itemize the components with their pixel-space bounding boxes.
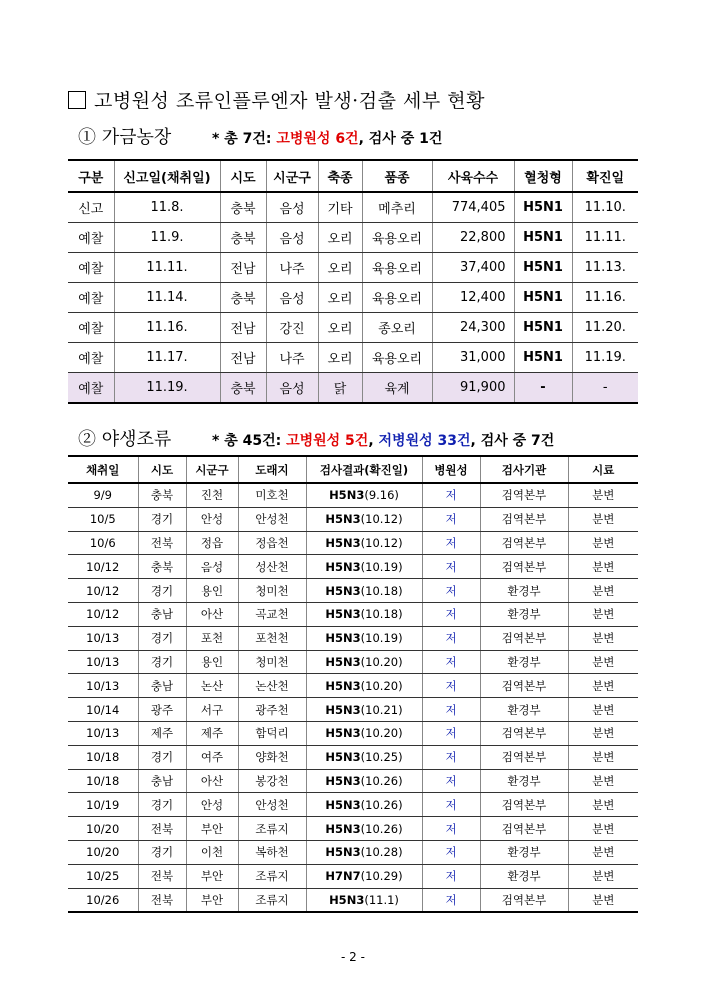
table-cell: 10/20 bbox=[68, 817, 138, 841]
table-cell: 10/25 bbox=[68, 864, 138, 888]
table-row bbox=[68, 531, 638, 555]
table-cell: 11.20. bbox=[572, 313, 638, 343]
table-cell: 10/5 bbox=[68, 507, 138, 531]
table-cell: 복하천 bbox=[238, 840, 306, 864]
column-header: 채취일 bbox=[68, 456, 138, 483]
table-cell: 환경부 bbox=[480, 864, 568, 888]
poultry-farm-table bbox=[68, 159, 638, 404]
table-cell: 부안 bbox=[186, 817, 238, 841]
table-cell: 전남 bbox=[220, 343, 266, 373]
table-cell: 제주 bbox=[138, 721, 186, 745]
pathogenicity-cell: 저 bbox=[422, 483, 480, 507]
table-cell: 육계 bbox=[362, 373, 432, 404]
table-cell: 나주 bbox=[266, 343, 318, 373]
table-cell: 충북 bbox=[220, 283, 266, 313]
table-cell: 봉강천 bbox=[238, 769, 306, 793]
virus-subtype: H5N3 bbox=[325, 702, 361, 717]
table-cell: 분변 bbox=[568, 793, 638, 817]
table-row bbox=[68, 192, 638, 223]
confirm-date: (11.1) bbox=[364, 892, 399, 907]
table-cell: 분변 bbox=[568, 769, 638, 793]
table-cell: 정읍 bbox=[186, 531, 238, 555]
table-cell: 조류지 bbox=[238, 888, 306, 912]
table-row bbox=[68, 817, 638, 841]
table-cell: 오리 bbox=[318, 283, 362, 313]
table-row bbox=[68, 373, 638, 404]
confirm-date: (10.29) bbox=[360, 869, 403, 884]
table-cell: 11.16. bbox=[114, 313, 220, 343]
table-cell: 검역본부 bbox=[480, 674, 568, 698]
table-cell: 검역본부 bbox=[480, 721, 568, 745]
column-header: 신고일(채취일) bbox=[114, 160, 220, 192]
table-cell: 메추리 bbox=[362, 192, 432, 223]
table-cell: 분변 bbox=[568, 626, 638, 650]
pathogenicity-cell: 저 bbox=[422, 769, 480, 793]
section1-note: * 총 7건: 고병원성 6건, 검사 중 1건 bbox=[212, 131, 443, 147]
pathogenicity-cell: 저 bbox=[422, 507, 480, 531]
confirm-date: (10.26) bbox=[360, 773, 403, 788]
pathogenicity-cell: 저 bbox=[422, 650, 480, 674]
table-cell: 경기 bbox=[138, 507, 186, 531]
table-cell: H5N1 bbox=[514, 192, 572, 223]
test-result-cell bbox=[306, 507, 422, 531]
test-result-cell bbox=[306, 840, 422, 864]
table-row bbox=[68, 721, 638, 745]
table-row bbox=[68, 769, 638, 793]
table-cell: - bbox=[572, 373, 638, 404]
table-cell: 분변 bbox=[568, 745, 638, 769]
table-cell: 청미천 bbox=[238, 650, 306, 674]
table-cell: 11.11. bbox=[114, 253, 220, 283]
table-cell: 논산천 bbox=[238, 674, 306, 698]
table-cell: 나주 bbox=[266, 253, 318, 283]
test-result-cell bbox=[306, 721, 422, 745]
section1-heading: ① 가금농장 bbox=[78, 127, 172, 148]
table-row bbox=[68, 555, 638, 579]
table-cell: 여주 bbox=[186, 745, 238, 769]
table-cell: 예찰 bbox=[68, 343, 114, 373]
table-cell: 환경부 bbox=[480, 769, 568, 793]
table-cell: 포천천 bbox=[238, 626, 306, 650]
table-cell: 분변 bbox=[568, 864, 638, 888]
column-header: 검사결과(확진일) bbox=[306, 456, 422, 483]
table-cell: 10/20 bbox=[68, 840, 138, 864]
table-cell: 10/13 bbox=[68, 674, 138, 698]
table-cell: 10/18 bbox=[68, 745, 138, 769]
confirm-date: (10.25) bbox=[360, 750, 403, 765]
table-cell: H5N1 bbox=[514, 223, 572, 253]
table-cell: 곡교천 bbox=[238, 602, 306, 626]
table-cell: 검역본부 bbox=[480, 817, 568, 841]
test-result-cell bbox=[306, 579, 422, 603]
table-cell: 분변 bbox=[568, 579, 638, 603]
column-header: 품종 bbox=[362, 160, 432, 192]
virus-subtype: H5N3 bbox=[325, 726, 361, 741]
column-header: 시군구 bbox=[186, 456, 238, 483]
table-cell: 분변 bbox=[568, 698, 638, 722]
virus-subtype: H5N3 bbox=[325, 678, 361, 693]
test-result-cell bbox=[306, 698, 422, 722]
table-cell: 분변 bbox=[568, 721, 638, 745]
table-cell: 11.19. bbox=[114, 373, 220, 404]
table-cell: 10/13 bbox=[68, 721, 138, 745]
table-cell: 분변 bbox=[568, 507, 638, 531]
table-cell: 예찰 bbox=[68, 253, 114, 283]
table-cell: 육용오리 bbox=[362, 223, 432, 253]
column-header: 시료 bbox=[568, 456, 638, 483]
table-cell: 10/18 bbox=[68, 769, 138, 793]
table-cell: 10/12 bbox=[68, 579, 138, 603]
table-cell: 미호천 bbox=[238, 483, 306, 507]
virus-subtype: H5N3 bbox=[325, 654, 361, 669]
table-cell: 경기 bbox=[138, 793, 186, 817]
table-row bbox=[68, 223, 638, 253]
test-result-cell bbox=[306, 864, 422, 888]
table-cell: 경기 bbox=[138, 840, 186, 864]
table-cell: 논산 bbox=[186, 674, 238, 698]
virus-subtype: H5N3 bbox=[325, 559, 361, 574]
table-cell: 부안 bbox=[186, 888, 238, 912]
table-row bbox=[68, 602, 638, 626]
table-cell: 분변 bbox=[568, 555, 638, 579]
table-cell: H5N1 bbox=[514, 313, 572, 343]
confirm-date: (10.20) bbox=[360, 654, 403, 669]
table-row bbox=[68, 626, 638, 650]
pathogenicity-cell: 저 bbox=[422, 555, 480, 579]
table-row bbox=[68, 507, 638, 531]
table-cell: 부안 bbox=[186, 864, 238, 888]
test-result-cell bbox=[306, 555, 422, 579]
column-header: 사육수수 bbox=[432, 160, 514, 192]
table-cell: 검역본부 bbox=[480, 793, 568, 817]
virus-subtype: H5N3 bbox=[325, 797, 361, 812]
virus-subtype: H5N3 bbox=[329, 892, 365, 907]
table-row bbox=[68, 698, 638, 722]
table-cell: 24,300 bbox=[432, 313, 514, 343]
table-cell: 충북 bbox=[138, 555, 186, 579]
table-cell: 전남 bbox=[220, 313, 266, 343]
table-cell: 11.8. bbox=[114, 192, 220, 223]
table-cell: 전북 bbox=[138, 531, 186, 555]
table-cell: 774,405 bbox=[432, 192, 514, 223]
table-cell: 오리 bbox=[318, 253, 362, 283]
table-cell: 9/9 bbox=[68, 483, 138, 507]
table-cell: 조류지 bbox=[238, 817, 306, 841]
confirm-date: (10.26) bbox=[360, 797, 403, 812]
pathogenicity-cell: 저 bbox=[422, 817, 480, 841]
section2-heading: ② 야생조류 bbox=[78, 429, 172, 450]
table-cell: 안성 bbox=[186, 507, 238, 531]
pathogenicity-cell: 저 bbox=[422, 888, 480, 912]
table-row bbox=[68, 579, 638, 603]
virus-subtype: H5N3 bbox=[325, 845, 361, 860]
confirm-date: (10.28) bbox=[360, 845, 403, 860]
table-cell: 10/26 bbox=[68, 888, 138, 912]
confirm-date: (10.18) bbox=[360, 583, 403, 598]
table-cell: 환경부 bbox=[480, 579, 568, 603]
pathogenicity-cell: 저 bbox=[422, 745, 480, 769]
confirm-date: (10.19) bbox=[360, 631, 403, 646]
table-cell: 용인 bbox=[186, 650, 238, 674]
table-cell: 37,400 bbox=[432, 253, 514, 283]
table-row bbox=[68, 313, 638, 343]
table-cell: 포천 bbox=[186, 626, 238, 650]
table-cell: 안성 bbox=[186, 793, 238, 817]
table-cell: 종오리 bbox=[362, 313, 432, 343]
column-header: 구분 bbox=[68, 160, 114, 192]
column-header: 확진일 bbox=[572, 160, 638, 192]
table-cell: 음성 bbox=[266, 223, 318, 253]
table-cell: 아산 bbox=[186, 602, 238, 626]
table-cell: 정읍천 bbox=[238, 531, 306, 555]
confirm-date: (10.12) bbox=[360, 512, 403, 527]
table-cell: 11.19. bbox=[572, 343, 638, 373]
table-cell: 11.16. bbox=[572, 283, 638, 313]
virus-subtype: H5N3 bbox=[325, 535, 361, 550]
pathogenicity-cell: 저 bbox=[422, 674, 480, 698]
table-cell: 환경부 bbox=[480, 650, 568, 674]
wild-bird-table bbox=[68, 455, 638, 913]
table-cell: 환경부 bbox=[480, 602, 568, 626]
table-cell: 서구 bbox=[186, 698, 238, 722]
table-cell: 예찰 bbox=[68, 283, 114, 313]
column-header: 병원성 bbox=[422, 456, 480, 483]
table-cell: 분변 bbox=[568, 531, 638, 555]
table-cell: 육용오리 bbox=[362, 253, 432, 283]
confirm-date: (10.19) bbox=[360, 559, 403, 574]
table-cell: 음성 bbox=[186, 555, 238, 579]
test-result-cell bbox=[306, 602, 422, 626]
table-row bbox=[68, 650, 638, 674]
page-number: - 2 - bbox=[341, 950, 365, 964]
column-header: 시군구 bbox=[266, 160, 318, 192]
table-cell: 검역본부 bbox=[480, 507, 568, 531]
table-cell: 양화천 bbox=[238, 745, 306, 769]
pathogenicity-cell: 저 bbox=[422, 840, 480, 864]
virus-subtype: H5N3 bbox=[325, 512, 361, 527]
table-cell: 10/6 bbox=[68, 531, 138, 555]
confirm-date: (10.21) bbox=[360, 702, 403, 717]
table-cell: 검역본부 bbox=[480, 483, 568, 507]
table-row bbox=[68, 840, 638, 864]
table-cell: 환경부 bbox=[480, 698, 568, 722]
virus-subtype: H5N3 bbox=[325, 821, 361, 836]
table-cell: 검역본부 bbox=[480, 555, 568, 579]
checkbox-square-icon bbox=[68, 91, 86, 109]
table-cell: 닭 bbox=[318, 373, 362, 404]
table-cell: H5N1 bbox=[514, 253, 572, 283]
table-row bbox=[68, 674, 638, 698]
confirm-date: (10.26) bbox=[360, 821, 403, 836]
table-cell: 11.14. bbox=[114, 283, 220, 313]
table-cell: 분변 bbox=[568, 817, 638, 841]
test-result-cell bbox=[306, 769, 422, 793]
table-cell: 오리 bbox=[318, 313, 362, 343]
table-cell: 91,900 bbox=[432, 373, 514, 404]
column-header: 도래지 bbox=[238, 456, 306, 483]
table-header-row bbox=[68, 160, 638, 192]
table-cell: 용인 bbox=[186, 579, 238, 603]
virus-subtype: H5N3 bbox=[325, 750, 361, 765]
table-cell: 전남 bbox=[220, 253, 266, 283]
column-header: 축종 bbox=[318, 160, 362, 192]
table-cell: 분변 bbox=[568, 840, 638, 864]
table-cell: 육용오리 bbox=[362, 343, 432, 373]
pathogenicity-cell: 저 bbox=[422, 864, 480, 888]
confirm-date: (10.20) bbox=[360, 726, 403, 741]
virus-subtype: H5N3 bbox=[325, 607, 361, 622]
table-cell: 12,400 bbox=[432, 283, 514, 313]
table-cell: 예찰 bbox=[68, 373, 114, 404]
test-result-cell bbox=[306, 674, 422, 698]
test-result-cell bbox=[306, 888, 422, 912]
table-cell: H5N1 bbox=[514, 343, 572, 373]
table-cell: 11.13. bbox=[572, 253, 638, 283]
test-result-cell bbox=[306, 793, 422, 817]
table-cell: 안성천 bbox=[238, 507, 306, 531]
confirm-date: (10.20) bbox=[360, 678, 403, 693]
test-result-cell bbox=[306, 626, 422, 650]
table-row bbox=[68, 864, 638, 888]
confirm-date: (9.16) bbox=[364, 488, 399, 503]
table-header-row bbox=[68, 456, 638, 483]
table-cell: 아산 bbox=[186, 769, 238, 793]
table-cell: 예찰 bbox=[68, 313, 114, 343]
test-result-cell bbox=[306, 650, 422, 674]
table-cell: 11.11. bbox=[572, 223, 638, 253]
table-cell: 10/13 bbox=[68, 650, 138, 674]
table-cell: 검역본부 bbox=[480, 745, 568, 769]
table-cell: 음성 bbox=[266, 373, 318, 404]
table-cell: 함덕리 bbox=[238, 721, 306, 745]
table-cell: 충남 bbox=[138, 602, 186, 626]
table-cell: 충북 bbox=[220, 223, 266, 253]
pathogenicity-cell: 저 bbox=[422, 579, 480, 603]
pathogenicity-cell: 저 bbox=[422, 793, 480, 817]
table-cell: 진천 bbox=[186, 483, 238, 507]
table-cell: 음성 bbox=[266, 283, 318, 313]
table-cell: 음성 bbox=[266, 192, 318, 223]
table-cell: 11.9. bbox=[114, 223, 220, 253]
table-cell: 환경부 bbox=[480, 840, 568, 864]
table-row bbox=[68, 253, 638, 283]
page-title: 고병원성 조류인플루엔자 발생·검출 세부 현황 bbox=[68, 86, 485, 113]
test-result-cell bbox=[306, 483, 422, 507]
table-cell: 예찰 bbox=[68, 223, 114, 253]
table-cell: 11.17. bbox=[114, 343, 220, 373]
table-cell: 31,000 bbox=[432, 343, 514, 373]
pathogenicity-cell: 저 bbox=[422, 698, 480, 722]
table-cell: 분변 bbox=[568, 483, 638, 507]
table-cell: 10/19 bbox=[68, 793, 138, 817]
virus-subtype: H7N7 bbox=[325, 869, 361, 884]
section2-note: * 총 45건: 고병원성 5건, 저병원성 33건, 검사 중 7건 bbox=[212, 433, 555, 449]
table-cell: 안성천 bbox=[238, 793, 306, 817]
table-cell: 검역본부 bbox=[480, 626, 568, 650]
table-cell: 분변 bbox=[568, 888, 638, 912]
table-cell: 충남 bbox=[138, 674, 186, 698]
pathogenicity-cell: 저 bbox=[422, 626, 480, 650]
table-cell: 청미천 bbox=[238, 579, 306, 603]
virus-subtype: H5N3 bbox=[325, 631, 361, 646]
table-cell: 전북 bbox=[138, 864, 186, 888]
table-cell: 조류지 bbox=[238, 864, 306, 888]
table-cell: 광주천 bbox=[238, 698, 306, 722]
table-cell: 10/13 bbox=[68, 626, 138, 650]
table-cell: 기타 bbox=[318, 192, 362, 223]
table-cell: 경기 bbox=[138, 650, 186, 674]
table-cell: 경기 bbox=[138, 745, 186, 769]
table-cell: 신고 bbox=[68, 192, 114, 223]
virus-subtype: H5N3 bbox=[329, 488, 365, 503]
column-header: 시도 bbox=[220, 160, 266, 192]
pathogenicity-cell: 저 bbox=[422, 531, 480, 555]
confirm-date: (10.12) bbox=[360, 535, 403, 550]
table-cell: 광주 bbox=[138, 698, 186, 722]
table-row bbox=[68, 745, 638, 769]
table-cell: 충북 bbox=[220, 192, 266, 223]
table-cell: 강진 bbox=[266, 313, 318, 343]
pathogenicity-cell: 저 bbox=[422, 602, 480, 626]
table-cell: 충북 bbox=[220, 373, 266, 404]
table-cell: 전북 bbox=[138, 888, 186, 912]
confirm-date: (10.18) bbox=[360, 607, 403, 622]
table-cell: 충북 bbox=[138, 483, 186, 507]
table-cell: 경기 bbox=[138, 626, 186, 650]
column-header: 검사기관 bbox=[480, 456, 568, 483]
table-cell: H5N1 bbox=[514, 283, 572, 313]
table-cell: 육용오리 bbox=[362, 283, 432, 313]
table-cell: 10/12 bbox=[68, 602, 138, 626]
table-row bbox=[68, 793, 638, 817]
table-cell: 전북 bbox=[138, 817, 186, 841]
table-cell: 검역본부 bbox=[480, 531, 568, 555]
column-header: 시도 bbox=[138, 456, 186, 483]
pathogenicity-cell: 저 bbox=[422, 721, 480, 745]
table-cell: 충남 bbox=[138, 769, 186, 793]
table-cell: 검역본부 bbox=[480, 888, 568, 912]
table-row bbox=[68, 888, 638, 912]
table-row bbox=[68, 483, 638, 507]
table-cell: 성산천 bbox=[238, 555, 306, 579]
table-cell: 이천 bbox=[186, 840, 238, 864]
table-cell: 11.10. bbox=[572, 192, 638, 223]
table-cell: 10/12 bbox=[68, 555, 138, 579]
table-cell: 제주 bbox=[186, 721, 238, 745]
table-cell: 분변 bbox=[568, 674, 638, 698]
column-header: 혈청형 bbox=[514, 160, 572, 192]
virus-subtype: H5N3 bbox=[325, 773, 361, 788]
table-cell: 분변 bbox=[568, 650, 638, 674]
table-cell: 오리 bbox=[318, 223, 362, 253]
table-cell: - bbox=[514, 373, 572, 404]
table-cell: 경기 bbox=[138, 579, 186, 603]
table-cell: 22,800 bbox=[432, 223, 514, 253]
table-cell: 10/14 bbox=[68, 698, 138, 722]
test-result-cell bbox=[306, 531, 422, 555]
table-cell: 분변 bbox=[568, 602, 638, 626]
table-cell: 오리 bbox=[318, 343, 362, 373]
virus-subtype: H5N3 bbox=[325, 583, 361, 598]
table-row bbox=[68, 283, 638, 313]
test-result-cell bbox=[306, 745, 422, 769]
test-result-cell bbox=[306, 817, 422, 841]
table-row bbox=[68, 343, 638, 373]
